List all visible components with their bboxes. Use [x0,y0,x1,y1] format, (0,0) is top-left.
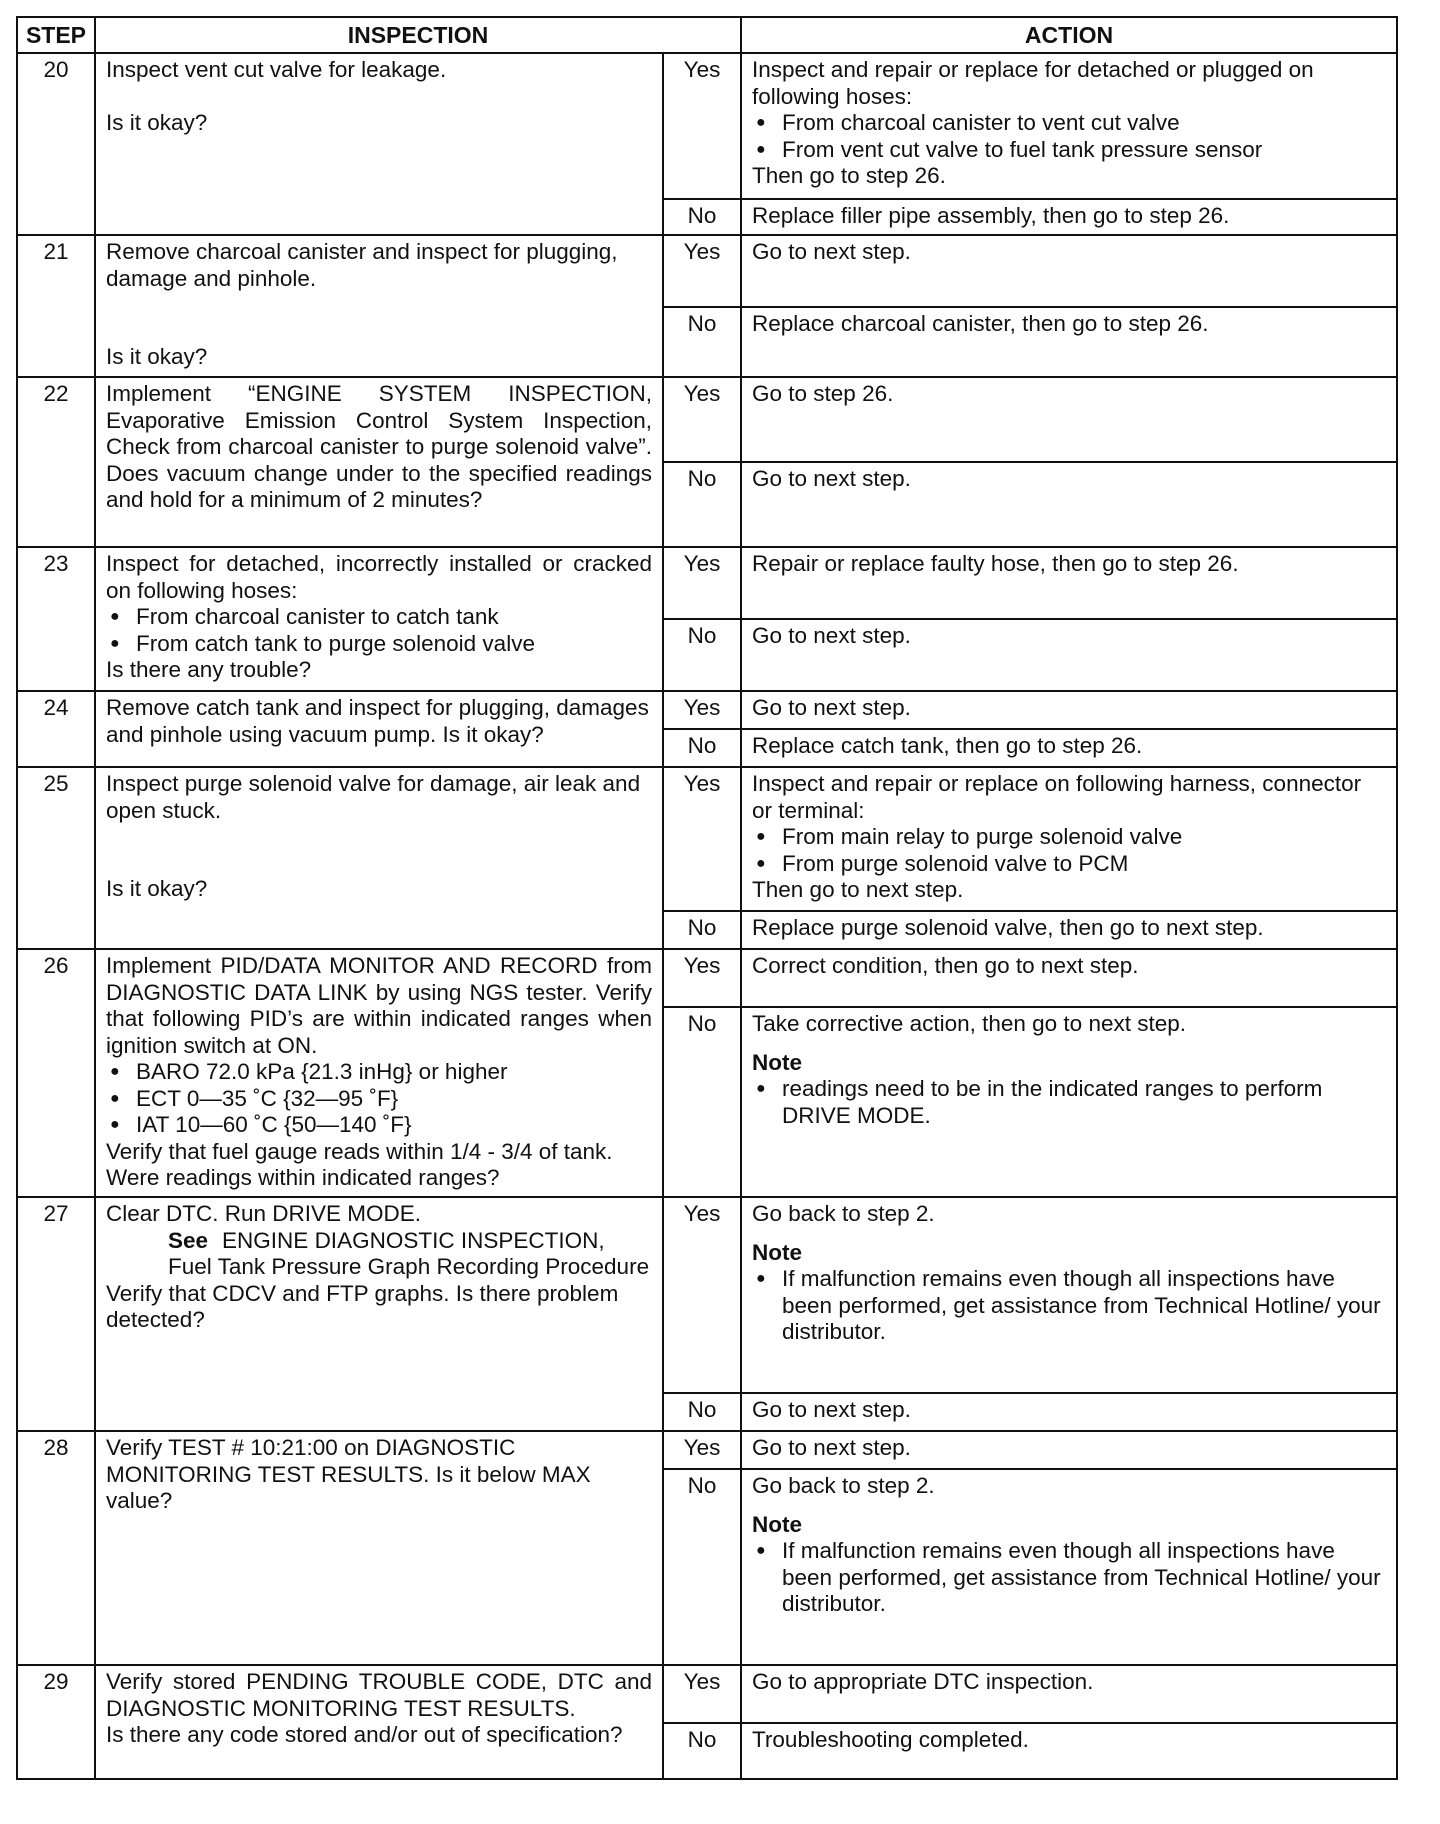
note-heading: Note [752,1049,803,1075]
inspection-cell: Implement “ENGINE SYSTEM INSPECTION, Evaporative Emission Control System Inspection, Check from charcoal canister to purge solenoid valve”. Does vacuum change under to the specified readings and hold for a minimum of 2 minutes? [95,377,663,547]
action-cell: Go to next step. [741,235,1397,307]
no-label: No [663,462,741,547]
header-step: STEP [17,17,95,53]
list-item: ● If malfunction remains even though all inspections have been performed, get assistance from Technical Hotline/ your distributor. [752,1266,1386,1346]
list-item: ● BARO 72.0 kPa {21.3 inHg} or higher [106,1059,652,1086]
inspection-question: Is it okay? [106,109,208,135]
no-label: No [663,1007,741,1197]
step-number: 29 [17,1665,95,1779]
action-text: Then go to next step. [752,877,964,902]
no-label: No [663,729,741,767]
inspection-text: Verify that fuel gauge reads within 1/4 - 3/4 of tank. [106,1138,613,1164]
action-cell: Repair or replace faulty hose, then go to step 26. [741,547,1397,619]
inspection-cell [95,1665,663,1779]
no-label: No [663,1469,741,1665]
table-row [17,691,1397,729]
step-number: 28 [17,1431,95,1665]
inspection-text: Clear DTC. Run DRIVE MODE. [106,1201,422,1226]
step-number: 20 [17,53,95,235]
list-item: ● From charcoal canister to catch tank [106,604,652,631]
inspection-text: Inspect purge solenoid valve for damage, air leak and open stuck. [106,771,641,823]
action-text: Inspect and repair or replace for detached or plugged on following hoses: [752,57,1314,109]
step-number: 24 [17,691,95,767]
action-cell [741,1469,1397,1665]
list-item: ● If malfunction remains even though all inspections have been performed, get assistance from Technical Hotline/ your distributor. [752,1538,1386,1618]
inspection-question: Is there any code stored and/or out of specification? [106,1722,623,1747]
header-action: ACTION [741,17,1397,53]
list-item: ● From main relay to purge solenoid valve [752,824,1386,851]
table-row [17,53,1397,199]
inspection-cell [95,547,663,691]
no-label: No [663,307,741,377]
inspection-text: Verify stored PENDING TROUBLE CODE, DTC and DIAGNOSTIC MONITORING TEST RESULTS. [106,1669,652,1721]
bullet-list [752,1076,1386,1129]
see-label: See [168,1227,209,1253]
inspection-cell: Remove catch tank and inspect for plugging, damages and pinhole using vacuum pump. Is it okay? [95,691,663,767]
no-label: No [663,1393,741,1431]
action-cell: Replace filler pipe assembly, then go to step 26. [741,199,1397,235]
action-cell: Go to step 26. [741,377,1397,462]
action-cell: Replace catch tank, then go to step 26. [741,729,1397,767]
inspection-text: Implement PID/DATA MONITOR AND RECORD from DIAGNOSTIC DATA LINK by using NGS tester. Verify that following PID’s are within indicated ranges when ignition switch at ON. [106,953,652,1058]
step-number: 26 [17,949,95,1197]
action-text: Take corrective action, then go to next step. [752,1011,1187,1036]
inspection-question: Were readings within indicated ranges? [106,1165,500,1190]
action-text: Go back to step 2. [752,1201,935,1226]
inspection-cell [95,767,663,949]
troubleshooting-table [16,16,1398,1780]
step-number: 22 [17,377,95,547]
table-row [17,1197,1397,1393]
no-label: No [663,1723,741,1779]
table-row [17,235,1397,307]
action-cell: Correct condition, then go to next step. [741,949,1397,1007]
table-row [17,1665,1397,1723]
see-reference-text: ENGINE DIAGNOSTIC INSPECTION, Fuel Tank Pressure Graph Recording Procedure [168,1227,650,1279]
action-cell [741,1197,1397,1393]
inspection-question: Is it okay? [106,876,208,901]
inspection-question: Is there any trouble? [106,657,312,682]
yes-label: Yes [663,691,741,729]
table-row [17,767,1397,911]
list-item: ● readings need to be in the indicated ranges to perform DRIVE MODE. [752,1076,1386,1129]
list-item: ● IAT 10—60 ˚C {50—140 ˚F} [106,1112,652,1139]
note-heading: Note [752,1511,803,1537]
bullet-list [106,1059,652,1139]
yes-label: Yes [663,1431,741,1469]
header-inspection: INSPECTION [95,17,741,53]
action-text: Then go to step 26. [752,163,946,188]
action-text: Go back to step 2. [752,1473,935,1498]
bullet-list [106,604,652,657]
yes-label: Yes [663,767,741,911]
action-text: Inspect and repair or replace on following harness, connector or terminal: [752,771,1362,823]
inspection-cell [95,53,663,235]
step-number: 21 [17,235,95,377]
bullet-list [752,1266,1386,1346]
action-cell: Go to next step. [741,691,1397,729]
no-label: No [663,199,741,235]
list-item: ● From charcoal canister to vent cut valve [752,110,1386,137]
yes-label: Yes [663,949,741,1007]
note-heading: Note [752,1239,803,1265]
no-label: No [663,619,741,691]
no-label: No [663,911,741,949]
action-cell: Replace purge solenoid valve, then go to next step. [741,911,1397,949]
inspection-question: Verify that CDCV and FTP graphs. Is there problem detected? [106,1280,619,1332]
action-cell [741,1007,1397,1197]
inspection-question: Is it okay? [106,344,208,369]
inspection-text: Inspect for detached, incorrectly installed or cracked on following hoses: [106,551,652,603]
table-row [17,547,1397,619]
list-item: ● From purge solenoid valve to PCM [752,851,1386,878]
bullet-list [752,1538,1386,1618]
inspection-cell [95,1197,663,1431]
yes-label: Yes [663,53,741,199]
action-cell: Troubleshooting completed. [741,1723,1397,1779]
inspection-cell: Verify TEST # 10:21:00 on DIAGNOSTIC MONITORING TEST RESULTS. Is it below MAX value? [95,1431,663,1665]
step-number: 25 [17,767,95,949]
see-reference [106,1228,652,1281]
action-cell [741,767,1397,911]
action-cell: Go to next step. [741,619,1397,691]
yes-label: Yes [663,235,741,307]
inspection-text: Remove charcoal canister and inspect for plugging, damage and pinhole. [106,239,618,291]
step-number: 27 [17,1197,95,1431]
bullet-list [752,110,1386,163]
step-number: 23 [17,547,95,691]
action-cell: Go to appropriate DTC inspection. [741,1665,1397,1723]
table-row [17,949,1397,1007]
yes-label: Yes [663,1197,741,1393]
troubleshooting-table-container [16,16,1396,1780]
list-item: ● From vent cut valve to fuel tank pressure sensor [752,137,1386,164]
list-item: ● ECT 0—35 ˚C {32—95 ˚F} [106,1086,652,1113]
action-cell: Replace charcoal canister, then go to step 26. [741,307,1397,377]
inspection-cell [95,949,663,1197]
list-item: ● From catch tank to purge solenoid valve [106,631,652,658]
inspection-text: Inspect vent cut valve for leakage. [106,57,447,82]
table-row [17,377,1397,462]
action-cell [741,53,1397,199]
table-row [17,1431,1397,1469]
yes-label: Yes [663,1665,741,1723]
inspection-cell [95,235,663,377]
bullet-list [752,824,1386,877]
action-cell: Go to next step. [741,1431,1397,1469]
action-cell: Go to next step. [741,1393,1397,1431]
action-cell: Go to next step. [741,462,1397,547]
yes-label: Yes [663,377,741,462]
header-row [17,17,1397,53]
yes-label: Yes [663,547,741,619]
